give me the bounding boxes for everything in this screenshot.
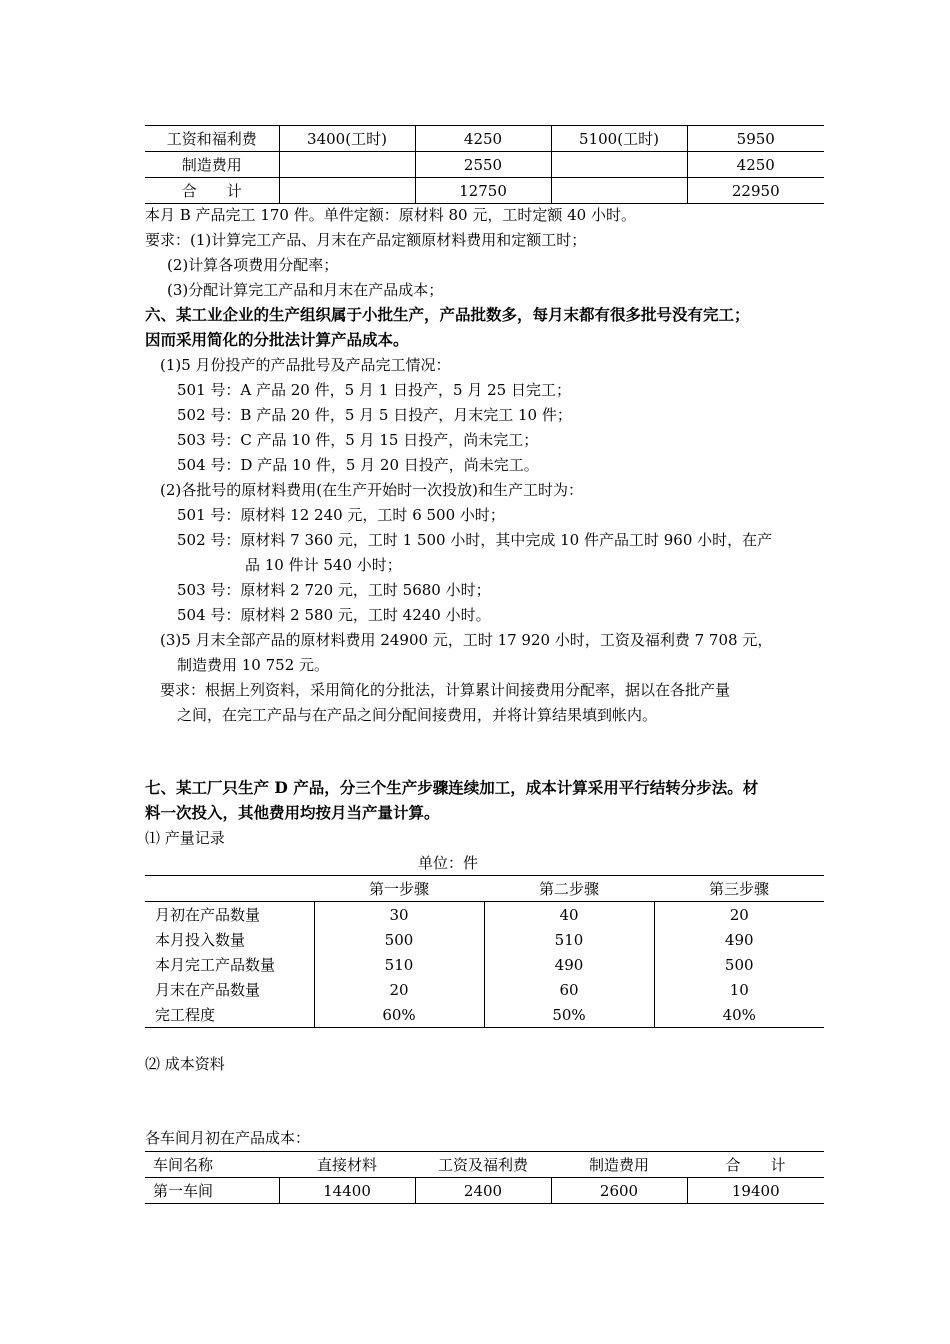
row-label: 月末在产品数量: [155, 980, 261, 999]
table-row: [145, 927, 824, 952]
cell: 510: [314, 952, 484, 977]
section-heading: 六、某工业企业的生产组织属于小批生产，产品批数多，每月末都有很多批号没有完工；: [145, 305, 750, 324]
cell: 500: [314, 927, 484, 952]
cell: 50%: [484, 1002, 654, 1028]
list-item: 503 号：原材料 2 720 元，工时 5680 小时；: [177, 581, 491, 599]
header-cell: 第一步骤: [314, 876, 484, 902]
subsection-label: ⑵ 成本资料: [145, 1055, 225, 1073]
row-label: 月初在产品数量: [155, 905, 261, 924]
cell: 3400(工时): [279, 126, 415, 152]
table-row: [145, 977, 824, 1002]
header-cell: [145, 876, 314, 902]
section-heading: 因而采用简化的分批法计算产品成本。: [145, 330, 409, 349]
cell: 490: [654, 927, 824, 952]
row-label: 第一车间: [145, 1178, 279, 1204]
list-item: 502 号：原材料 7 360 元，工时 1 500 小时，其中完成 10 件产品工时 960 小时，在产: [177, 531, 773, 549]
cell: 510: [484, 927, 654, 952]
section-heading: 七、某工厂只生产 D 产品，分三个生产步骤连续加工，成本计算采用平行结转分步法。材: [145, 778, 759, 797]
requirement-text: 要求：(1)计算完工产品、月末在产品定额原材料费用和定额工时；: [145, 231, 587, 249]
row-label: 制造费用: [145, 152, 279, 178]
row-label: 本月投入数量: [155, 930, 246, 949]
header-cell: 合 计: [725, 1155, 786, 1174]
paragraph: (1)5 月份投产的产品批号及产品完工情况：: [160, 356, 451, 374]
header-cell: 第三步骤: [654, 876, 824, 902]
list-item: 504 号：D 产品 10 件，5 月 20 日投产，尚未完工。: [177, 456, 539, 474]
cell: 40%: [654, 1002, 824, 1028]
paragraph-continuation: 制造费用 10 752 元。: [177, 656, 330, 674]
requirement-continuation: 之间，在完工产品与在产品之间分配间接费用，并将计算结果填到帐内。: [177, 706, 658, 724]
cell: 20: [314, 977, 484, 1002]
cell: [279, 152, 415, 178]
cell: 10: [654, 977, 824, 1002]
cell: 19400: [687, 1178, 824, 1204]
row-label: 本月完工产品数量: [155, 955, 276, 974]
cell: 4250: [415, 126, 551, 152]
subsection-label: ⑴ 产量记录: [145, 829, 225, 847]
cell: 5100(工时): [551, 126, 687, 152]
cell: 22950: [687, 178, 824, 204]
header-cell: 工资及福利费: [437, 1155, 528, 1174]
paragraph: 本月 B 产品完工 170 件。单件定额：原材料 80 元，工时定额 40 小时。: [145, 206, 636, 224]
list-item-continuation: 品 10 件计 540 小时；: [245, 556, 402, 574]
cell: 2400: [415, 1178, 551, 1204]
list-item: 501 号：原材料 12 240 元，工时 6 500 小时；: [177, 506, 505, 524]
row-label: 合 计: [145, 178, 279, 204]
table-row: [145, 1178, 824, 1204]
cell: 40: [484, 902, 654, 928]
cell: 12750: [415, 178, 551, 204]
header-cell: 制造费用: [588, 1155, 649, 1174]
cell: 20: [654, 902, 824, 928]
section-heading: 料一次投入，其他费用均按月当产量计算。: [145, 803, 440, 822]
table-row: [145, 1002, 824, 1028]
header-cell: 第二步骤: [484, 876, 654, 902]
list-item: 504 号：原材料 2 580 元，工时 4240 小时。: [177, 606, 491, 624]
paragraph: (3)5 月末全部产品的原材料费用 24900 元，工时 17 920 小时，工资及福利费 7 708 元，: [160, 631, 773, 649]
cell: 60%: [314, 1002, 484, 1028]
cost-allocation-table: [145, 125, 824, 204]
paragraph: (2)各批号的原材料费用(在生产开始时一次投放)和生产工时为：: [160, 481, 583, 499]
cell: 14400: [279, 1178, 415, 1204]
requirement-text: 要求：根据上列资料，采用简化的分批法，计算累计间接费用分配率，据以在各批产量: [160, 681, 731, 699]
table-header-row: [145, 876, 824, 902]
wip-cost-table: [145, 1151, 824, 1204]
cell: 2600: [551, 1178, 687, 1204]
unit-label: 单位：件: [418, 854, 479, 872]
cell: [551, 152, 687, 178]
table-row: [145, 152, 824, 178]
requirement-item: (2)计算各项费用分配率；: [167, 256, 339, 274]
table-row: [145, 952, 824, 977]
cell: 30: [314, 902, 484, 928]
list-item: 502 号：B 产品 20 件，5 月 5 日投产，月末完工 10 件；: [177, 406, 572, 424]
cell: 2550: [415, 152, 551, 178]
row-label: 工资和福利费: [145, 126, 279, 152]
header-cell: 直接材料: [316, 1155, 377, 1174]
table-row: [145, 902, 824, 928]
requirement-item: (3)分配计算完工产品和月末在产品成本；: [167, 281, 444, 299]
cell: 4250: [687, 152, 824, 178]
cell: 60: [484, 977, 654, 1002]
cell: [279, 178, 415, 204]
cell: 500: [654, 952, 824, 977]
cell: 5950: [687, 126, 824, 152]
table-header-row: [145, 1152, 824, 1178]
cell: [551, 178, 687, 204]
output-record-table: [145, 875, 824, 1028]
list-item: 501 号：A 产品 20 件，5 月 1 日投产，5 月 25 日完工；: [177, 381, 571, 399]
table-row: [145, 126, 824, 152]
row-label: 完工程度: [155, 1005, 216, 1024]
table-row: [145, 178, 824, 204]
header-cell: 车间名称: [153, 1155, 214, 1174]
list-item: 503 号：C 产品 10 件，5 月 15 日投产，尚未完工；: [177, 431, 539, 449]
table-caption: 各车间月初在产品成本：: [145, 1129, 311, 1147]
cell: 490: [484, 952, 654, 977]
